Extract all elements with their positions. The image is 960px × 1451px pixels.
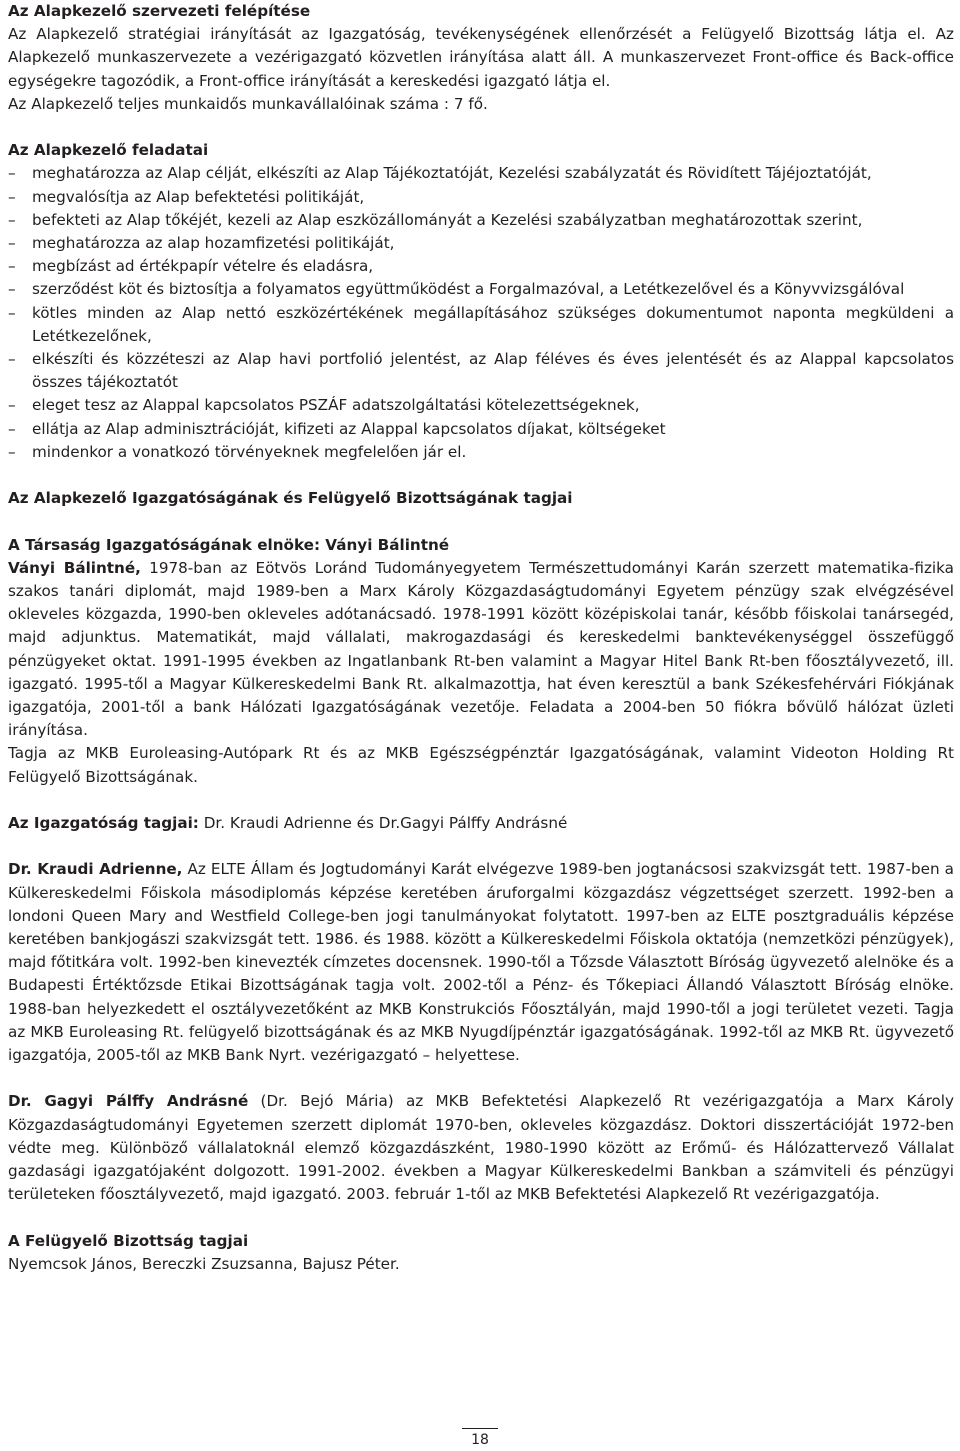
footer-rule xyxy=(462,1428,498,1429)
task-item: – megbízást ad értékpapír vételre és eladásra, xyxy=(8,255,954,278)
gagyi-bio xyxy=(8,1090,954,1206)
chair-heading: A Társaság Igazgatóságának elnöke: Ványi Bálintné xyxy=(8,535,450,554)
task-item: – meghatározza az Alap célját, elkészíti az Alap Tájékoztatóját, Kezelési szabályzatát és Rövidített Tájéjoztatóját, xyxy=(8,162,954,185)
task-item: – megvalósítja az Alap befektetési politikáját, xyxy=(8,186,954,209)
org-structure-heading: Az Alapkezelő szervezeti felépítése xyxy=(8,2,311,20)
task-item: – eleget tesz az Alappal kapcsolatos PSZÁF adatszolgáltatási kötelezettségeknek, xyxy=(8,394,954,417)
page-footer xyxy=(0,1428,960,1451)
board-members-label: Az Igazgatóság tagjai: xyxy=(8,814,199,833)
task-item: – elkészíti és közzéteszi az Alap havi portfolió jelentést, az Alap féléves és éves jelentését és az Alappal kapcsolatos összes tájékoztatót xyxy=(8,348,954,394)
org-structure-paragraph: Az Alapkezelő stratégiai irányítását az Igazgatóság, tevékenységének ellenőrzését a Felügyelő Bizottság látja el. Az Alapkezelő munkaszervezete a vezérigazgató közvetlen irányítása alatt áll. A munkaszervezet Front-office és Back-office egységekre tagozódik, a Front-office irányítását a kereskedési igazgató látja el. xyxy=(8,25,954,90)
board-members-value: Dr. Kraudi Adrienne és Dr.Gagyi Pálffy Andrásné xyxy=(198,814,568,833)
board-members xyxy=(8,812,954,835)
kraudi-bio xyxy=(8,858,954,1067)
tasks-list xyxy=(8,162,954,464)
document-page xyxy=(8,0,954,1276)
task-item: – ellátja az Alap adminisztrációját, kifizeti az Alappal kapcsolatos díjakat, költségeket xyxy=(8,418,954,441)
tasks-heading: Az Alapkezelő feladatai xyxy=(8,141,209,160)
gagyi-bio-text: (Dr. Bejó Mária) az MKB Befektetési Alapkezelő Rt vezérigazgatója a Marx Károly Közgazdaságtudományi Egyetemen szerzett diplomát 1970-ben, okleveles közgazdász. Doktori disszertációját 1972-ben védte meg. Különböző vállalatoknál elemző közgazdászként, 1980-1990 között az Erőmű- és Hálózattervező Vállalat gazdasági igazgatójaként dolgozott. 1991-2002. években a Magyar Külkereskedelmi Bankban a számviteli és pénzügyi területeken főosztályvezető, majd igazgató. 2003. február 1-től az MKB Befektetési Alapkezelő Rt vezérigazgatója. xyxy=(8,1092,954,1204)
employee-count: Az Alapkezelő teljes munkaidős munkavállalóinak száma : 7 fő. xyxy=(8,94,488,113)
page-number: 18 xyxy=(471,1432,489,1448)
chair-memberships: Tagja az MKB Euroleasing-Autópark Rt és az MKB Egészségpénztár Igazgatóságának, valamint Videoton Holding Rt Felügyelő Bizottságának. xyxy=(8,744,954,786)
task-item: – meghatározza az alap hozamfizetési politikáját, xyxy=(8,232,954,255)
gagyi-name: Dr. Gagyi Pálffy Andrásné xyxy=(8,1092,249,1111)
task-item: – mindenkor a vonatkozó törvényeknek megfelelően jár el. xyxy=(8,441,954,464)
task-item: – szerződést köt és biztosítja a folyamatos együttműködést a Forgalmazóval, a Letétkezelővel és a Könyvvizsgálóval xyxy=(8,278,954,301)
kraudi-bio-text: Az ELTE Állam és Jogtudományi Karát elvégezve 1989-ben jogtanácsosi szakvizsgát tett. 1987-ben a Külkereskedelmi Főiskola másodiplomás képzése keretében áruforgalmi közgazdász végzettséget szerzett. 1992-ben a londoni Queen Mary and Westfield College-ben jogi tanulmányokat folytatott. 1997-ben az ELTE posztgraduális képzése keretében bankjogászi szakvizsgát tett. 1986. és 1988. között a Külkereskedelmi Főiskola oktatója (nemzetközi pénzügyek), majd főtitkára volt. 1992-ben kinevezték címzetes docensnek. 1990-től a Tőzsde Választott Bíróság ügyvezető alelnöke és a Budapesti Értéktőzsde Etikai Bizottságának tagja volt. 2002-től a Pénz- és Tőkepiaci Állandó Választott Bíróság elnöke. 1988-ban helyezkedett el osztályvezetőként az MKB Konstrukciós Főosztályán, majd 1990-től a jogi területet vezeti. Tagja az MKB Euroleasing Rt. felügyelő bizottságának és az MKB Nyugdíjpénztár igazgatóságának. 1992-től az MKB Rt. ügyvezető igazgatója, 2005-től az MKB Bank Nyrt. vezérigazgató – helyettese. xyxy=(8,860,954,1065)
task-item: – kötles minden az Alap nettó eszközértékének megállapításához szükséges dokumentumot naponta megküldeni a Letétkezelőnek, xyxy=(8,302,954,348)
supervisory-members: Nyemcsok János, Bereczki Zsuzsanna, Bajusz Péter. xyxy=(8,1254,400,1273)
chair-name: Ványi Bálintné, xyxy=(8,558,141,577)
supervisory-heading: A Felügyelő Bizottság tagjai xyxy=(8,1231,249,1250)
members-heading: Az Alapkezelő Igazgatóságának és Felügyelő Bizottságának tagjai xyxy=(8,489,573,508)
kraudi-name: Dr. Kraudi Adrienne, xyxy=(8,860,183,879)
chair-bio xyxy=(8,557,954,743)
task-item: – befekteti az Alap tőkéjét, kezeli az Alap eszközállományát a Kezelési szabályzatban meghatározottak szerint, xyxy=(8,209,954,232)
chair-bio-text: 1978-ban az Eötvös Loránd Tudományegyetem Természettudományi Karán szerzett matematika-fizika szakos tanári diplomát, majd 1989-ben a Marx Károly Közgazdaságtudományi Egyetem pénzügy szak elvégzésével okleveles közgazda, 1990-ben okleveles adótanácsadó. 1978-1991 között középiskolai tanár, később főiskolai tanársegéd, majd adjunktus. Matematikát, majd vállalati, makrogazdasági és kereskedelmi banktevékenységgel összefüggő pénzügyeket oktat. 1991-1995 években az Ingatlanbank Rt-ben valamint a Magyar Hitel Bank Rt-ben főosztályvezető, ill. igazgató. 1995-től a Magyar Külkereskedelmi Bank Rt. alkalmazottja, hat éven keresztül a bank Székesfehérvári Fiókjának igazgatója, 2001-től a bank Hálózati Igazgatóságának vezetője. Feladata a 2004-ben 50 fiókra bővülő hálózat üzleti irányítása. xyxy=(8,558,954,740)
